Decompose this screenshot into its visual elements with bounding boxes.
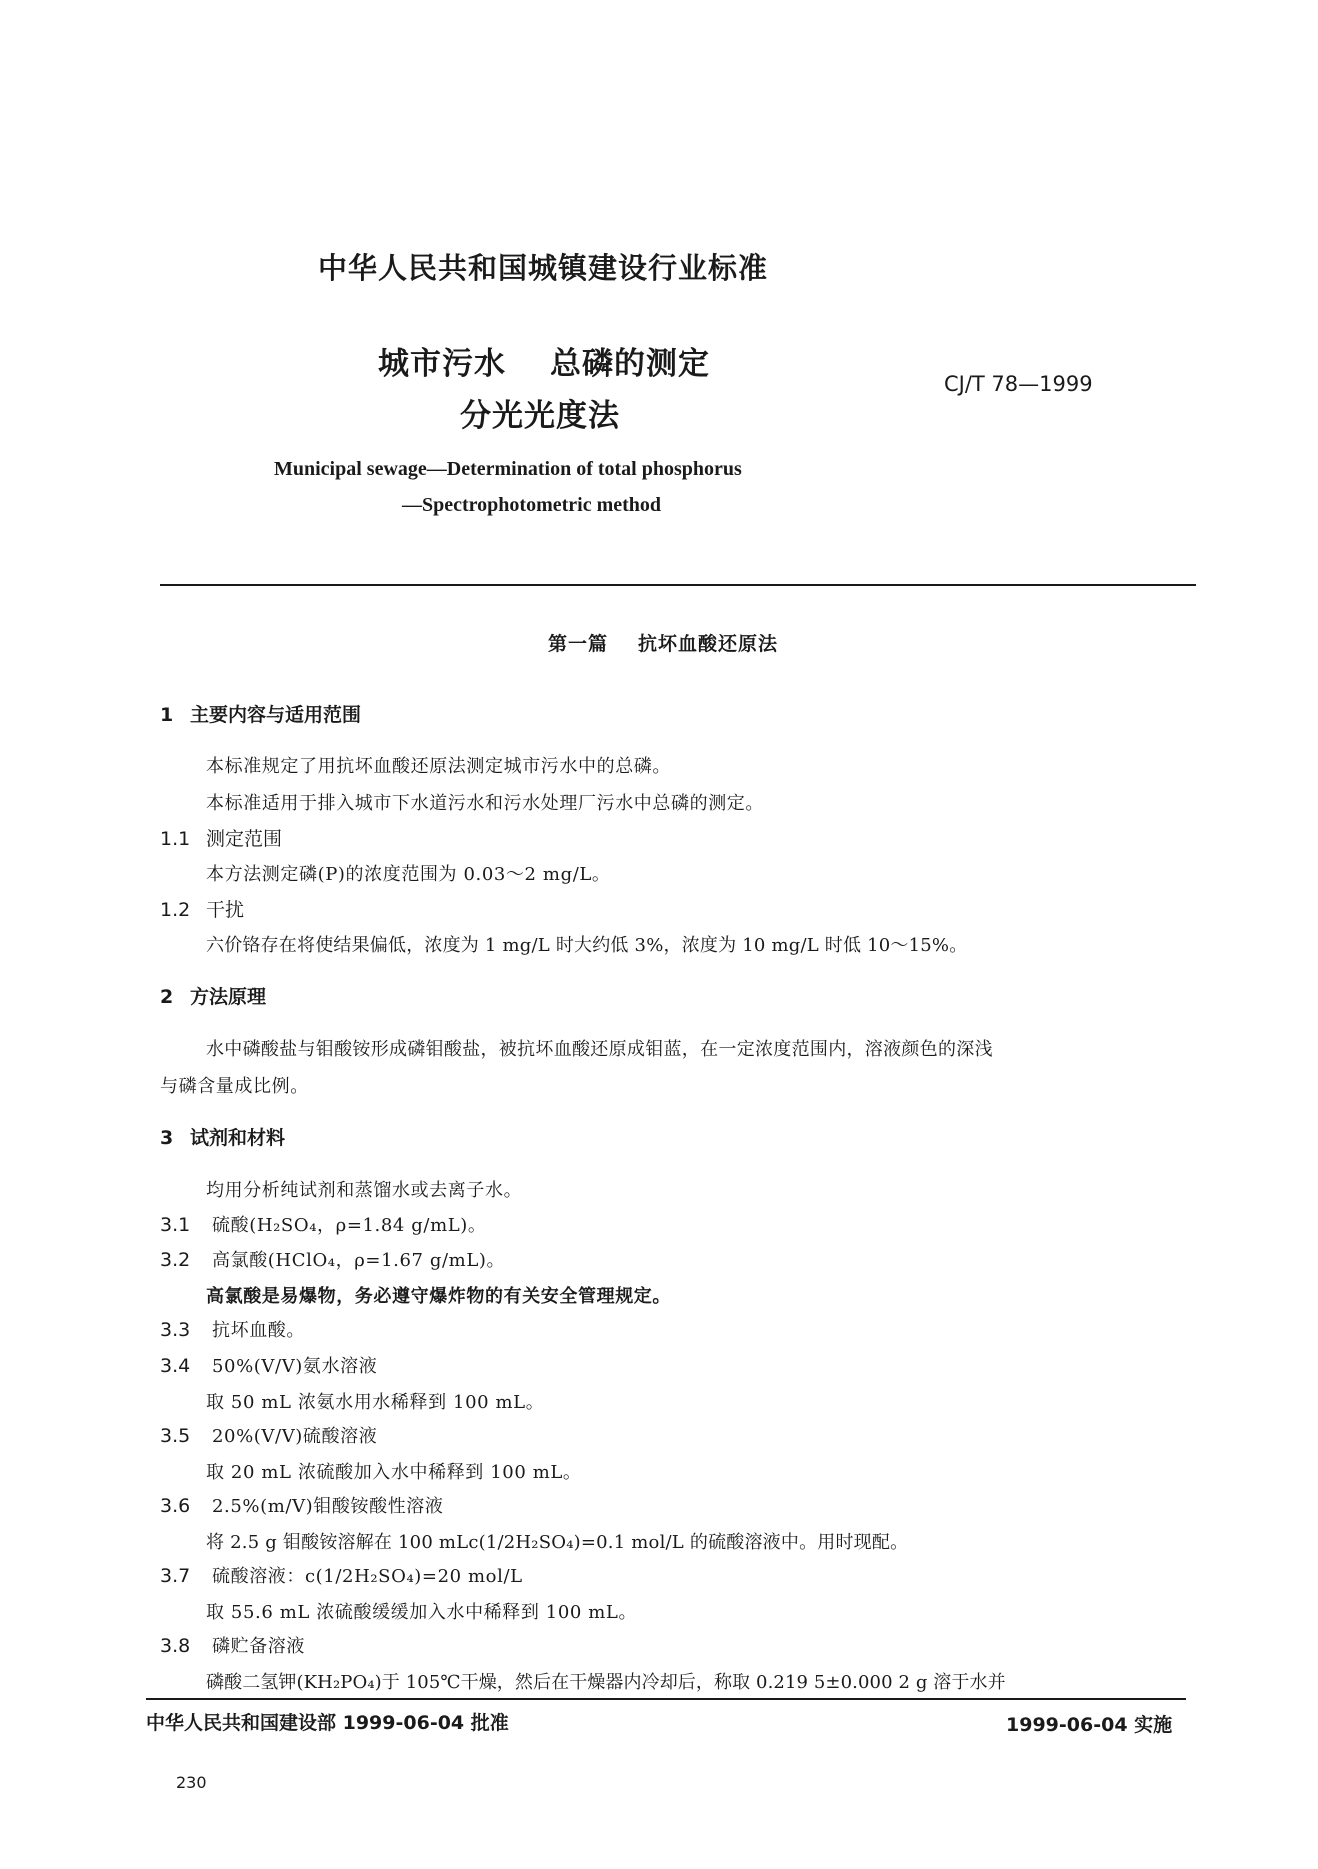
- item-number: 3.7: [160, 1565, 191, 1587]
- approval-line: 中华人民共和国建设部 1999-06-04 批准: [146, 1712, 509, 1734]
- section-3-para: 均用分析纯试剂和蒸馏水或去离子水。: [206, 1180, 523, 1201]
- item-text: 高氯酸(HClO₄，ρ=1.67 g/mL)。: [212, 1250, 506, 1271]
- section-title: 方法原理: [190, 986, 267, 1008]
- item-3-3: [160, 1316, 305, 1342]
- standard-type: 中华人民共和国城镇建设行业标准: [318, 251, 769, 285]
- section-1-2-para: 六价铬存在将使结果偏低，浓度为 1 mg/L 时大约低 3%，浓度为 10 mg/L 时低 10～15%。: [206, 935, 968, 956]
- title-part-a: 城市污水: [378, 346, 506, 382]
- item-text: 磷贮备溶液: [212, 1636, 305, 1657]
- title-part-b: 总磷的测定: [550, 346, 710, 382]
- section-number: 3: [160, 1127, 174, 1149]
- section-2-para-2: 与磷含量成比例。: [160, 1076, 309, 1097]
- item-3-6-para: 将 2.5 g 钼酸铵溶解在 100 mLc(1/2H₂SO₄)=0.1 mol/L 的硫酸溶液中。用时现配。: [206, 1532, 909, 1553]
- section-title: 主要内容与适用范围: [190, 704, 362, 726]
- english-title-line2: —Spectrophotometric method: [402, 494, 662, 516]
- section-1-heading: [160, 700, 361, 727]
- item-3-8-para: 磷酸二氢钾(KH₂PO₄)于 105℃干燥，然后在干燥器内冷却后，称取 0.219 5±0.000 2 g 溶于水并: [206, 1672, 1006, 1693]
- section-number: 1: [160, 704, 174, 726]
- item-text: 50%(V/V)氨水溶液: [212, 1356, 378, 1377]
- section-title: 试剂和材料: [190, 1127, 286, 1149]
- section-1-para-2: 本标准适用于排入城市下水道污水和污水处理厂污水中总磷的测定。: [206, 793, 764, 814]
- section-1-1-para: 本方法测定磷(P)的浓度范围为 0.03～2 mg/L。: [206, 864, 611, 885]
- item-3-7-para: 取 55.6 mL 浓硫酸缓缓加入水中稀释到 100 mL。: [206, 1602, 638, 1623]
- english-title-line1: Municipal sewage—Determination of total phosphorus: [274, 458, 742, 480]
- item-3-5: [160, 1422, 377, 1448]
- section-number: 1.2: [160, 899, 191, 921]
- section-1-para-1: 本标准规定了用抗坏血酸还原法测定城市污水中的总磷。: [206, 756, 671, 777]
- page-number: 230: [176, 1773, 207, 1792]
- item-3-2-warning: 高氯酸是易爆物，务必遵守爆炸物的有关安全管理规定。: [206, 1286, 671, 1307]
- item-number: 3.4: [160, 1355, 191, 1377]
- item-number: 3.2: [160, 1249, 191, 1271]
- item-number: 3.3: [160, 1319, 191, 1341]
- part-name: 抗坏血酸还原法: [638, 633, 779, 655]
- item-3-4: [160, 1352, 377, 1378]
- item-text: 硫酸(H₂SO₄，ρ=1.84 g/mL)。: [212, 1215, 487, 1236]
- part-title: [548, 629, 778, 656]
- item-3-2: [160, 1246, 505, 1272]
- section-2-para-1: 水中磷酸盐与钼酸铵形成磷钼酸盐，被抗坏血酸还原成钼蓝，在一定浓度范围内，溶液颜色的深浅: [206, 1039, 993, 1060]
- item-number: 3.6: [160, 1495, 191, 1517]
- part-label: 第一篇: [548, 633, 609, 655]
- item-3-7: [160, 1562, 523, 1588]
- item-number: 3.5: [160, 1425, 191, 1447]
- item-number: 3.8: [160, 1635, 191, 1657]
- item-3-1: [160, 1211, 487, 1237]
- item-text: 硫酸溶液：c(1/2H₂SO₄)=20 mol/L: [212, 1566, 523, 1587]
- section-1-1-heading: [160, 824, 282, 851]
- item-3-8: [160, 1632, 305, 1658]
- item-number: 3.1: [160, 1214, 191, 1236]
- section-number: 2: [160, 986, 174, 1008]
- item-3-5-para: 取 20 mL 浓硫酸加入水中稀释到 100 mL。: [206, 1462, 582, 1483]
- title-line1: [378, 338, 710, 383]
- item-text: 2.5%(m/V)钼酸铵酸性溶液: [212, 1496, 444, 1517]
- item-text: 抗坏血酸。: [212, 1320, 305, 1341]
- standard-code: CJ/T 78—1999: [944, 372, 1093, 396]
- title-line2: 分光光度法: [460, 398, 620, 434]
- effective-date: 1999-06-04 实施: [1006, 1714, 1173, 1736]
- section-2-heading: [160, 982, 266, 1009]
- item-3-4-para: 取 50 mL 浓氨水用水稀释到 100 mL。: [206, 1392, 545, 1413]
- item-text: 20%(V/V)硫酸溶液: [212, 1426, 378, 1447]
- header-rule: [160, 584, 1196, 586]
- section-title: 干扰: [206, 899, 245, 921]
- section-1-2-heading: [160, 895, 244, 922]
- section-3-heading: [160, 1123, 285, 1150]
- footer-rule: [146, 1698, 1186, 1700]
- section-title: 测定范围: [206, 828, 283, 850]
- section-number: 1.1: [160, 828, 191, 850]
- item-3-6: [160, 1492, 444, 1518]
